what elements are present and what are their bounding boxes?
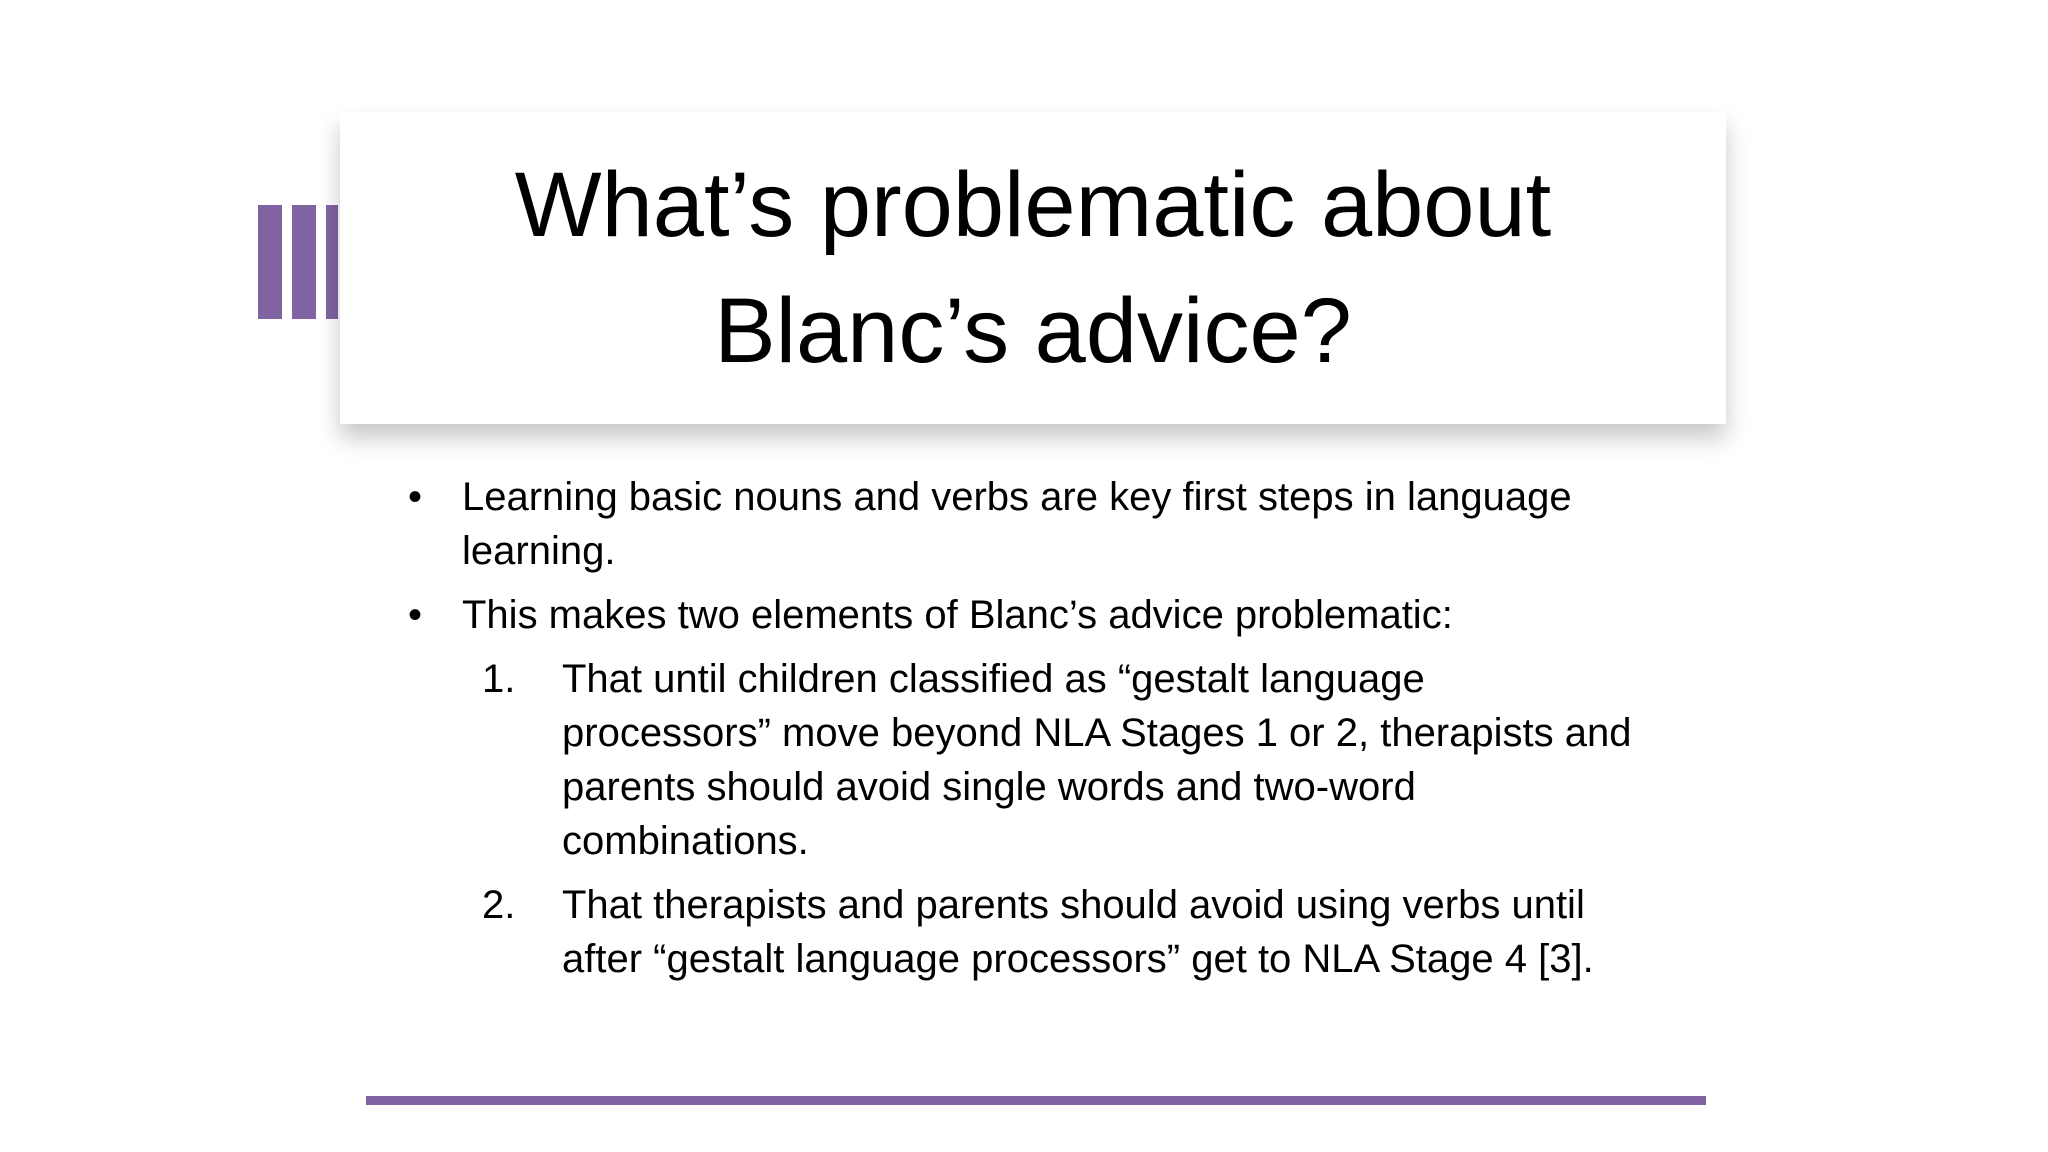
numbered-text: That until children classified as “gestalt language processors” move beyond NLA Stages 1 or 2, therapists and parents should avoid single words and two-word combinations. bbox=[562, 657, 1632, 863]
bullet-marker: • bbox=[408, 475, 423, 519]
numbered-item bbox=[400, 878, 1640, 986]
bullet-text: This makes two elements of Blanc’s advice problematic: bbox=[462, 593, 1453, 637]
bullet-marker: • bbox=[408, 593, 423, 637]
bullet-item bbox=[400, 588, 1640, 642]
accent-bar bbox=[292, 205, 316, 319]
bullet-text: Learning basic nouns and verbs are key first steps in language learning. bbox=[462, 475, 1572, 573]
numbered-item bbox=[400, 652, 1640, 868]
title-box bbox=[340, 112, 1726, 424]
bullet-item bbox=[400, 470, 1640, 578]
number-marker: 1. bbox=[482, 657, 516, 701]
slide-title: What’s problematic about Blanc’s advice? bbox=[514, 154, 1552, 382]
accent-bars-decoration bbox=[258, 205, 338, 319]
number-marker: 2. bbox=[482, 883, 516, 927]
bottom-divider bbox=[366, 1096, 1706, 1105]
accent-bar bbox=[326, 205, 338, 319]
content-body bbox=[400, 470, 1640, 996]
numbered-list bbox=[400, 652, 1640, 986]
numbered-text: That therapists and parents should avoid using verbs until after “gestalt language processors” get to NLA Stage 4 [3]. bbox=[562, 883, 1594, 981]
accent-bar bbox=[258, 205, 282, 319]
